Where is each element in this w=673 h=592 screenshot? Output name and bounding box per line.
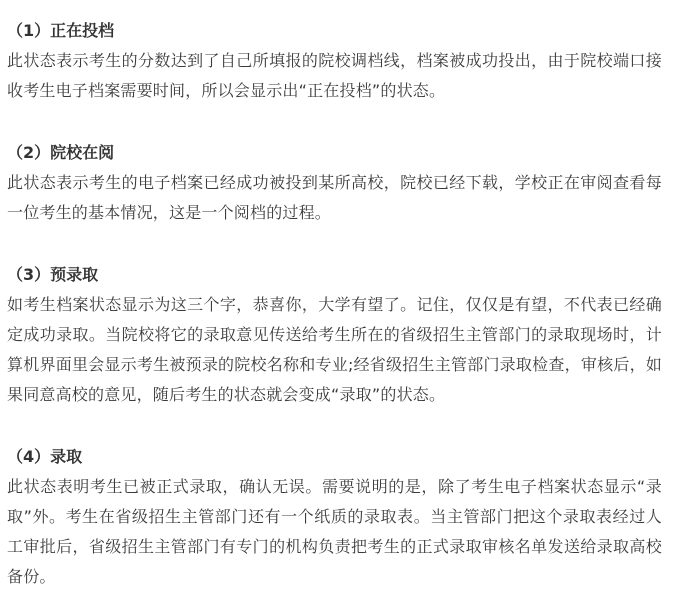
document-body (7, 18, 662, 592)
section-spacer (7, 228, 662, 262)
section-2 (7, 140, 662, 228)
section-paragraph: 此状态表示考生的分数达到了自己所填报的院校调档线，档案被成功投出，由于院校端口接收考生电子档案需要时间，所以会显示出“正在投档”的状态。 (7, 51, 662, 100)
section-heading: （4）录取 (7, 447, 83, 466)
section-paragraph: 如考生档案状态显示为这三个字，恭喜你，大学有望了。记住，仅仅是有望，不代表已经确定成功录取。当院校将它的录取意见传送给考生所在的省级招生主管部门的录取现场时，计算机界面里会显示考生被预录的院校名称和专业;经省级招生主管部门录取检查，审核后，如果同意高校的意见，随后考生的状态就会变成“录取”的状态。 (7, 295, 662, 404)
section-spacer (7, 410, 662, 444)
section-4 (7, 444, 662, 592)
section-heading: （1）正在投档 (7, 21, 115, 40)
section-paragraph: 此状态表明考生已被正式录取，确认无误。需要说明的是，除了考生电子档案状态显示“录取”外。考生在省级招生主管部门还有一个纸质的录取表。当主管部门把这个录取表经过人工审批后，省级招生主管部门有专门的机构负责把考生的正式录取审核名单发送给录取高校备份。 (7, 477, 662, 586)
section-spacer (7, 106, 662, 140)
section-heading: （3）预录取 (7, 265, 99, 284)
section-heading: （2）院校在阅 (7, 143, 115, 162)
section-3 (7, 262, 662, 410)
section-paragraph: 此状态表示考生的电子档案已经成功被投到某所高校，院校已经下载，学校正在审阅查看每一位考生的基本情况，这是一个阅档的过程。 (7, 173, 662, 222)
section-1 (7, 18, 662, 106)
